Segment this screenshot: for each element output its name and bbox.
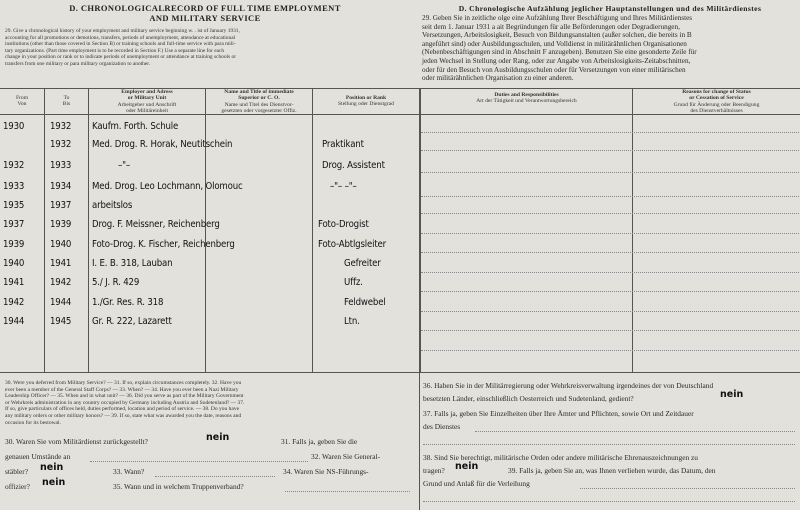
row-to: 1932: [50, 139, 72, 150]
q36-label: 36. Haben Sie in der Militärregierung oder Wehrkreisverwaltung irgendeines der von Deutschland: [423, 381, 714, 390]
row-employer: I. E. B. 318, Lauban: [92, 258, 173, 269]
row-from: 1944: [3, 316, 25, 327]
q30-label: 30. Waren Sie vom Militärdienst zurückgestellt?: [5, 437, 148, 446]
row-employer: Med. Drog. R. Horak, Neutitschein: [92, 139, 233, 150]
q36-answer: nein: [720, 389, 744, 400]
row-position: Foto-Drogist: [318, 219, 369, 230]
q31-label-2: genauen Umstände an: [5, 452, 71, 461]
q34-label-2: offizier?: [5, 482, 30, 491]
row-to: 1940: [50, 239, 72, 250]
q38-label: 38. Sind Sie berechtigt, militärische Orden oder andere militärische Ehrenauszeichnungen zu: [423, 453, 699, 462]
row-position: Uffz.: [344, 277, 363, 288]
q36-label-2: besetzten Länder, einschließlich Oesterreich und Sudetenland, gedient?: [423, 394, 634, 403]
row-from: 1933: [3, 181, 25, 192]
row-position: Foto-Abtlgsleiter: [318, 239, 387, 250]
q30-answer: nein: [206, 432, 230, 443]
right-title: D. Chronologische Aufzählung jeglicher Hauptanstellungen und des Militärdienstes: [458, 4, 762, 13]
row-employer: Kaufm. Forth. Schule: [92, 121, 179, 132]
row-employer: Drog. F. Meissner, Reichenberg: [92, 219, 220, 230]
row-to: 1934: [50, 181, 72, 192]
row-to: 1944: [50, 297, 72, 308]
instructions-de: 29. Geben Sie in zeitliche olge eine Aufzählung Ihrer Beschäftigung und Ihres Militärdienstes seit dem 1. Januar 1931 a ait Begründungen für alle Beförderungen oder Degradierungen, Versetzungen, Arbeitslosigkeit, Besuch von Bildungsanstalten (außer solchen, die bereits in B angeführt sind) oder Ausbildungsschulen, und Volldienst in militärähnlichen Organisationen (Nebenbeschäftigungen sind in Abschnitt F anzugeben). Benutzen Sie eine gesonderte Zeile für jeden Wechsel in Stellung oder Rang, oder zur Angabe von Arbeitslosigkeits-Zeitabschnitten, oder für den Besuch von Ausbildungsschulen oder für Versetzungen von einer militärischen oder militärähnlichen Organisation zu einer anderen.: [422, 14, 697, 83]
row-to: 1932: [50, 121, 72, 132]
q38-label-2: tragen?: [423, 466, 445, 475]
q35-label: 35. Wann und in welchem Truppenverband?: [113, 482, 244, 491]
q34-answer: nein: [42, 477, 66, 488]
questions-en: 30. Were you deferred from Military Service? — 31. If so, explain circumstances completely. 32. Have you ever been a member of the General Staff Corps? — 33. When? — 34. Have you ever been a Nazi Military Leadership Officer? — 35. When and in what unit? — 36. Did you serve as part of the Military Government or Wehrkreis administration in any country occupied by Germany including Austria and Sudetenland? — 37. If so, give particulars of offices held, duties performed, location and period of service. — 38. Do you have any military orders or other military honors? — 39. If so, state what was awarded you the date, reasons and occasion for its bestowal.: [5, 380, 245, 426]
row-employer: arbeitslos: [92, 200, 133, 211]
col-header-duties: Duties and Responsibilities Art der Tätigkeit und Verantwortungsbereich: [476, 92, 577, 105]
col-header-employer: Employer and Adress or Military Unit Arbeitgeber und Anschrift oder Militäreinheit: [117, 89, 177, 114]
row-position: Praktikant: [322, 139, 364, 150]
row-position: –"– –"–: [330, 181, 357, 192]
q32-label: 32. Waren Sie General-: [311, 452, 381, 461]
row-employer: –"–: [118, 160, 131, 171]
col-header-from: From Von: [15, 95, 29, 108]
q37-label: 37. Falls ja, geben Sie Einzelheiten über Ihre Ämter und Pflichten, sowie Ort und Zeitdauer: [423, 409, 694, 418]
q32-label-2: stäbler?: [5, 467, 28, 476]
table-bottom-rule: [0, 372, 800, 373]
q39-label-2: Grund und Anlaß für die Verleihung: [423, 479, 530, 488]
q31-label: 31. Falls ja, geben Sie die: [281, 437, 358, 446]
row-employer: Med. Drog. Leo Lochmann, Olomouc: [92, 181, 243, 192]
row-employer: 5./ J. R. 429: [92, 277, 140, 288]
row-employer: Foto-Drog. K. Fischer, Reichenberg: [92, 239, 235, 250]
row-position: Feldwebel: [344, 297, 386, 308]
row-from: 1937: [3, 219, 25, 230]
instructions-en: 29. Give a chronological history of your employment and military service beginning w. . ist of January 1931, accounting for all promotions or demotions, transfers, periods of unemployment, attendance at educational institutions (other than those covered in Section B) or training schools and full-time service with para mili- tary organizations. (Part time employment is to be recorded in Section F.) Use a separate line for each change in your position or rank or to indicate periods of unemployment or attendance at training schools or transfers from one military or para military organization to another.: [5, 28, 240, 67]
row-employer: Gr. R. 222, Lazarett: [92, 316, 172, 327]
row-from: 1932: [3, 160, 25, 171]
row-position: Gefreiter: [344, 258, 381, 269]
col-header-superior: Name and Title of immediate Superior or C. O. Name und Titel des Dienstvor- gesetzten oder vorgesetzter Offiz.: [221, 89, 297, 114]
row-from: 1935: [3, 200, 25, 211]
col-header-reasons: Reasons for change of Status or Cessation of Service Grund für Änderung oder Beendigung des Dienstverhältnisses: [673, 89, 760, 114]
left-title-2: AND MILITARY SERVICE: [149, 13, 261, 23]
row-to: 1939: [50, 219, 72, 230]
row-position: Ltn.: [344, 316, 360, 327]
row-from: 1939: [3, 239, 25, 250]
col-header-to: To Bis: [62, 95, 71, 108]
row-to: 1941: [50, 258, 72, 269]
q32-answer: nein: [40, 462, 64, 473]
row-position: Drog. Assistent: [322, 160, 385, 171]
q34-label: 34. Waren Sie NS-Führungs-: [283, 467, 369, 476]
row-from: 1941: [3, 277, 25, 288]
q37-label-2: des Dienstes: [423, 422, 461, 431]
row-to: 1937: [50, 200, 72, 211]
left-title-1: D. CHRONOLOGICALRECORD OF FULL TIME EMPLOYMENT: [69, 3, 341, 13]
q38-answer: nein: [455, 461, 479, 472]
q33-label: 33. Wann?: [113, 467, 145, 476]
row-to: 1933: [50, 160, 72, 171]
row-from: 1930: [3, 121, 25, 132]
row-from: 1940: [3, 258, 25, 269]
row-employer: 1./Gr. Res. R. 318: [92, 297, 164, 308]
row-to: 1945: [50, 316, 72, 327]
row-from: 1942: [3, 297, 25, 308]
row-to: 1942: [50, 277, 72, 288]
q39-label: 39. Falls ja, geben Sie an, was Ihnen verliehen wurde, das Datum, den: [508, 466, 716, 475]
col-header-position: Position or Rank Stellung oder Dienstgrad: [338, 95, 394, 108]
